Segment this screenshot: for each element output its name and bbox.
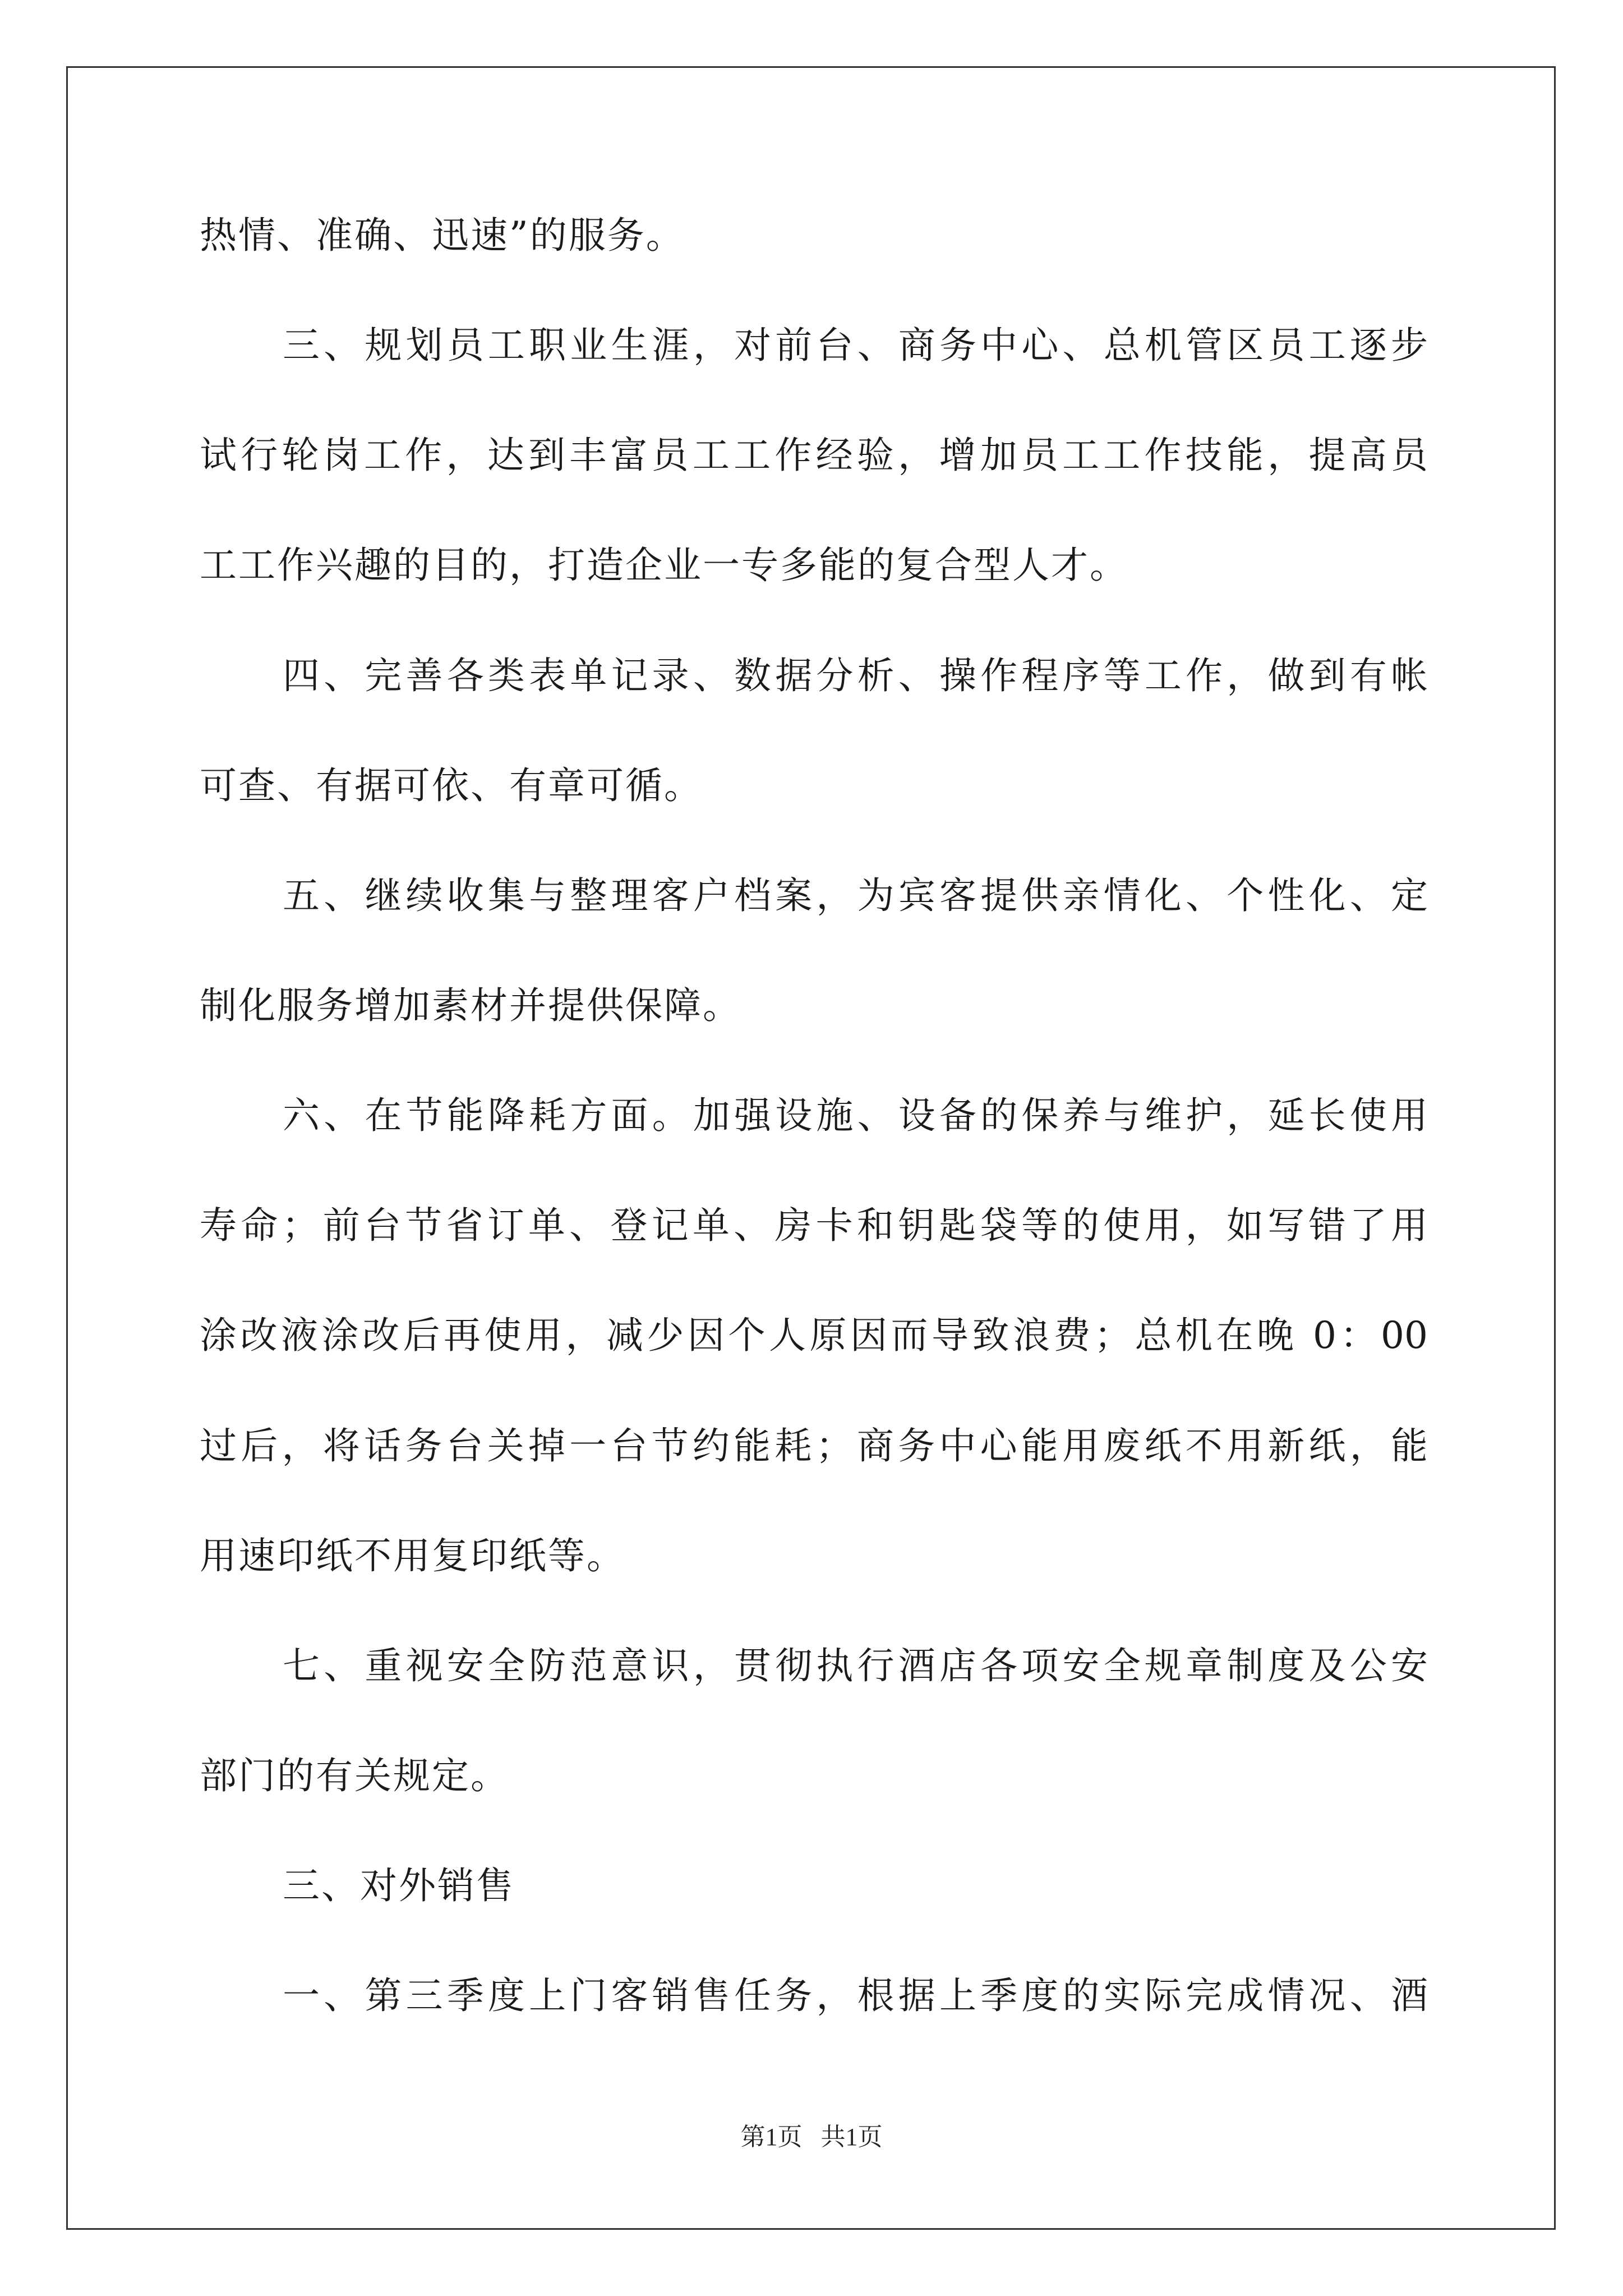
text-line: 五、继续收集与整理客户档案，为宾客提供亲情化、个性化、定 [283, 874, 1428, 917]
page-footer: 第1页 共1页 [740, 2123, 883, 2151]
text-line: 四、完善各类表单记录、数据分析、操作程序等工作，做到有帐 [283, 654, 1428, 697]
text-line: 过后，将话务台关掉一台节约能耗；商务中心能用废纸不用新纸，能 [200, 1424, 1428, 1467]
text-line: 涂改液涂改后再使用，减少因个人原因而导致浪费；总机在晚 0：00 [200, 1314, 1428, 1357]
text-line: 三、规划员工职业生涯，对前台、商务中心、总机管区员工逐步 [283, 324, 1428, 367]
text-line: 用速印纸不用复印纸等。 [200, 1534, 625, 1577]
text-line: 制化服务增加素材并提供保障。 [200, 984, 741, 1027]
text-line: 七、重视安全防范意识，贯彻执行酒店各项安全规章制度及公安 [283, 1644, 1428, 1687]
text-line: 试行轮岗工作，达到丰富员工工作经验，增加员工工作技能，提高员 [200, 434, 1428, 477]
text-line: 可查、有据可依、有章可循。 [200, 764, 703, 807]
text-line: 六、在节能降耗方面。加强设施、设备的保养与维护，延长使用 [283, 1094, 1428, 1137]
text-line: 工工作兴趣的目的，打造企业一专多能的复合型人才。 [200, 544, 1128, 587]
text-line: 寿命；前台节省订单、登记单、房卡和钥匙袋等的使用，如写错了用 [200, 1204, 1428, 1247]
section-heading: 三、对外销售 [283, 1864, 515, 1907]
text-line: 一、第三季度上门客销售任务，根据上季度的实际完成情况、酒 [283, 1974, 1428, 2017]
text-line: 部门的有关规定。 [200, 1754, 509, 1797]
text-line: 热情、准确、迅速”的服务。 [200, 214, 685, 257]
